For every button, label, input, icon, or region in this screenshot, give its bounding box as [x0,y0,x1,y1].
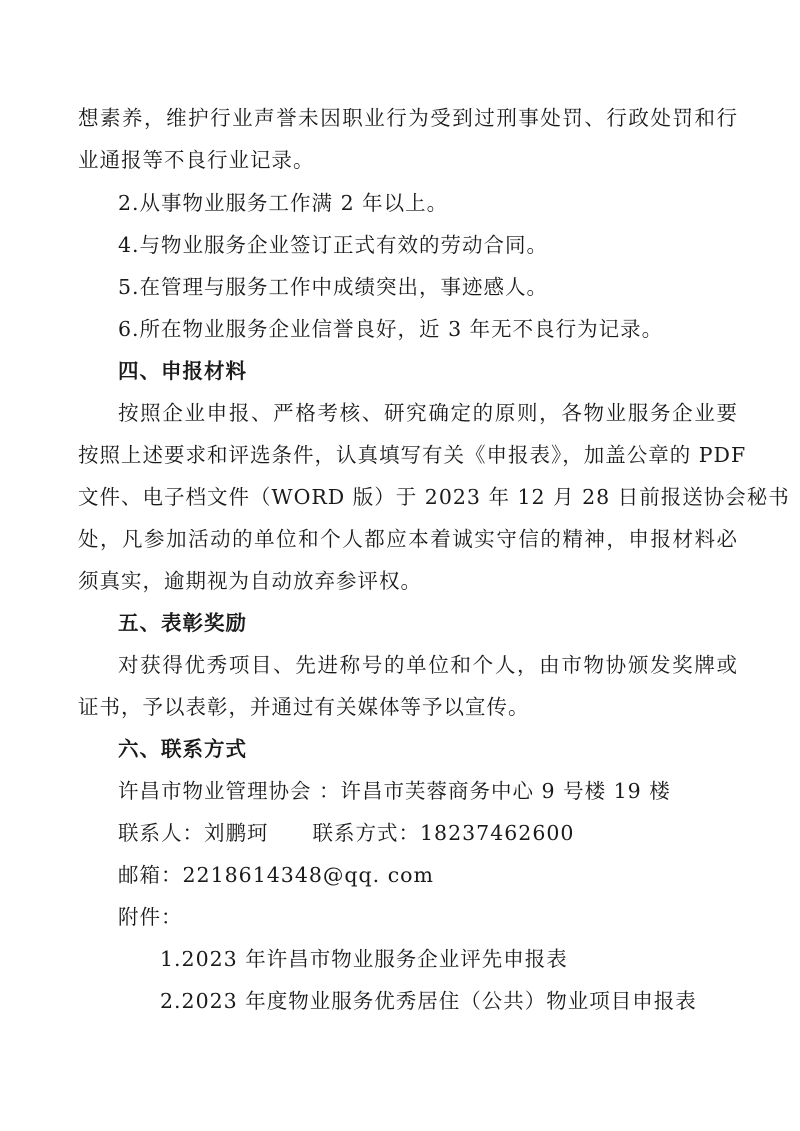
paragraph-line: 对获得优秀项目、先进称号的单位和个人，由市物协颁发奖牌或 [118,653,738,677]
attachment-item: 2.2023 年度物业服务优秀居住（公共）物业项目申报表 [160,989,697,1013]
list-item: 5.在管理与服务工作中成绩突出，事迹感人。 [118,275,549,299]
section-heading: 六、联系方式 [118,737,247,761]
attachments-label: 附件： [118,905,183,929]
paragraph-line: 证书，予以表彰，并通过有关媒体等予以宣传。 [78,695,530,719]
paragraph-line: 按照企业申报、严格考核、研究确定的原则，各物业服务企业要 [118,401,738,425]
paragraph-line: 按照上述要求和评选条件，认真填写有关《申报表》，加盖公章的 PDF [78,443,747,467]
contact-row [118,818,778,848]
paragraph-line: 须真实，逾期视为自动放弃参评权。 [78,569,422,593]
attachment-item: 1.2023 年许昌市物业服务企业评先申报表 [160,947,568,971]
contact-phone: 联系方式：18237462600 [312,821,575,845]
paragraph-line: 文件、电子档文件（WORD 版）于 2023 年 12 月 28 日前报送协会秘书 [78,485,790,509]
paragraph-line: 业通报等不良行业记录。 [78,148,315,172]
contact-person: 联系人：刘鹏珂 [118,821,269,845]
organization-address: 许昌市物业管理协会 ：许昌市芙蓉商务中心 9 号楼 19 楼 [118,779,671,803]
paragraph-line: 处，凡参加活动的单位和个人都应本着诚实守信的精神，申报材料必 [78,527,738,551]
paragraph-line: 想素养，维护行业声誉未因职业行为受到过刑事处罚、行政处罚和行 [78,106,738,130]
list-item: 6.所在物业服务企业信誉良好，近 3 年无不良行为记录。 [118,317,664,341]
list-item: 2.从事物业服务工作满 2 年以上。 [118,191,449,215]
list-item: 4.与物业服务企业签订正式有效的劳动合同。 [118,233,549,257]
section-heading: 四、申报材料 [118,359,247,383]
email-address: 邮箱：2218614348@qq. com [118,863,434,887]
section-heading: 五、表彰奖励 [118,611,247,635]
